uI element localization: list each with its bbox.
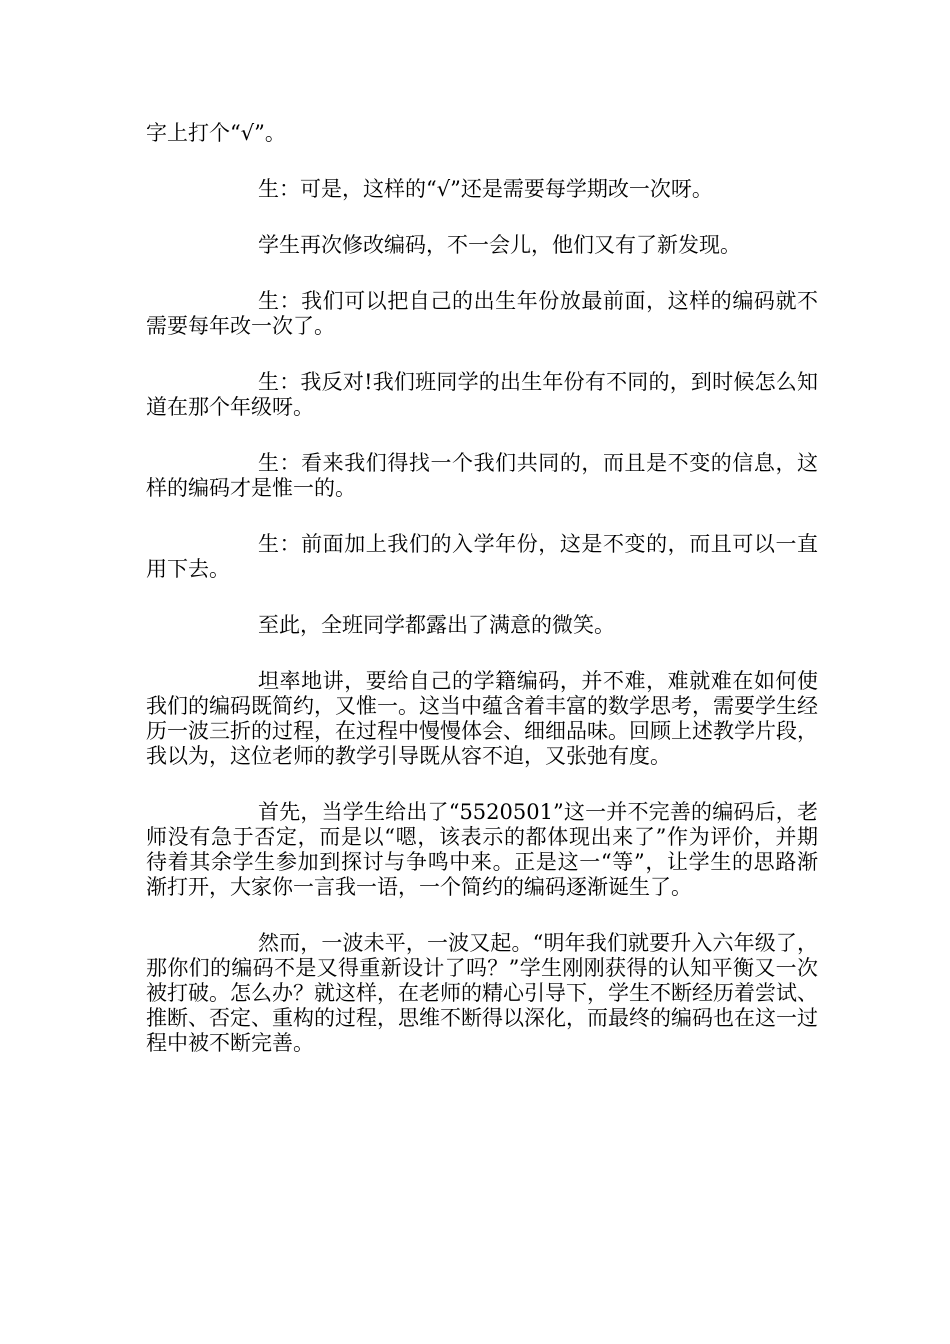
paragraph-dialogue-3: 生：我反对!我们班同学的出生年份有不同的，到时候怎么知道在那个年级呀。 — [146, 370, 818, 419]
paragraph-narration-1: 学生再次修改编码，不一会儿，他们又有了新发现。 — [258, 233, 741, 257]
document-page — [146, 121, 818, 1087]
paragraph-dialogue-1: 生：可是，这样的“√”还是需要每学期改一次呀。 — [258, 177, 713, 201]
paragraph-dialogue-4: 生：看来我们得找一个我们共同的，而且是不变的信息，这样的编码才是惟一的。 — [146, 451, 818, 500]
paragraph-narration-2: 至此，全班同学都露出了满意的微笑。 — [258, 613, 615, 637]
paragraph-dialogue-2: 生：我们可以把自己的出生年份放最前面，这样的编码就不需要每年改一次了。 — [146, 289, 818, 338]
paragraph-dialogue-5: 生：前面加上我们的入学年份，这是不变的，而且可以一直用下去。 — [146, 532, 818, 581]
paragraph-continuation: 字上打个“√”。 — [146, 121, 286, 145]
paragraph-commentary-2: 首先，当学生给出了“5520501”这一并不完善的编码后，老师没有急于否定，而是以“嗯，该表示的都体现出来了”作为评价，并期待着其余学生参加到探讨与争鸣中来。正是这一“等”，让学生的思路渐渐打开，大家你一言我一语，一个简约的编码逐渐诞生了。 — [146, 800, 818, 899]
paragraph-commentary-1: 坦率地讲，要给自己的学籍编码，并不难，难就难在如何使我们的编码既简约，又惟一。这当中蕴含着丰富的数学思考，需要学生经历一波三折的过程，在过程中慢慢体会、细细品味。回顾上述教学片段，我以为，这位老师的教学引导既从容不迫，又张弛有度。 — [146, 669, 818, 768]
paragraph-commentary-3: 然而，一波未平，一波又起。“明年我们就要升入六年级了，那你们的编码不是又得重新设计了吗？”学生刚刚获得的认知平衡又一次被打破。怎么办？就这样，在老师的精心引导下，学生不断经历着尝试、推断、否定、重构的过程，思维不断得以深化，而最终的编码也在这一过程中被不断完善。 — [146, 931, 818, 1055]
